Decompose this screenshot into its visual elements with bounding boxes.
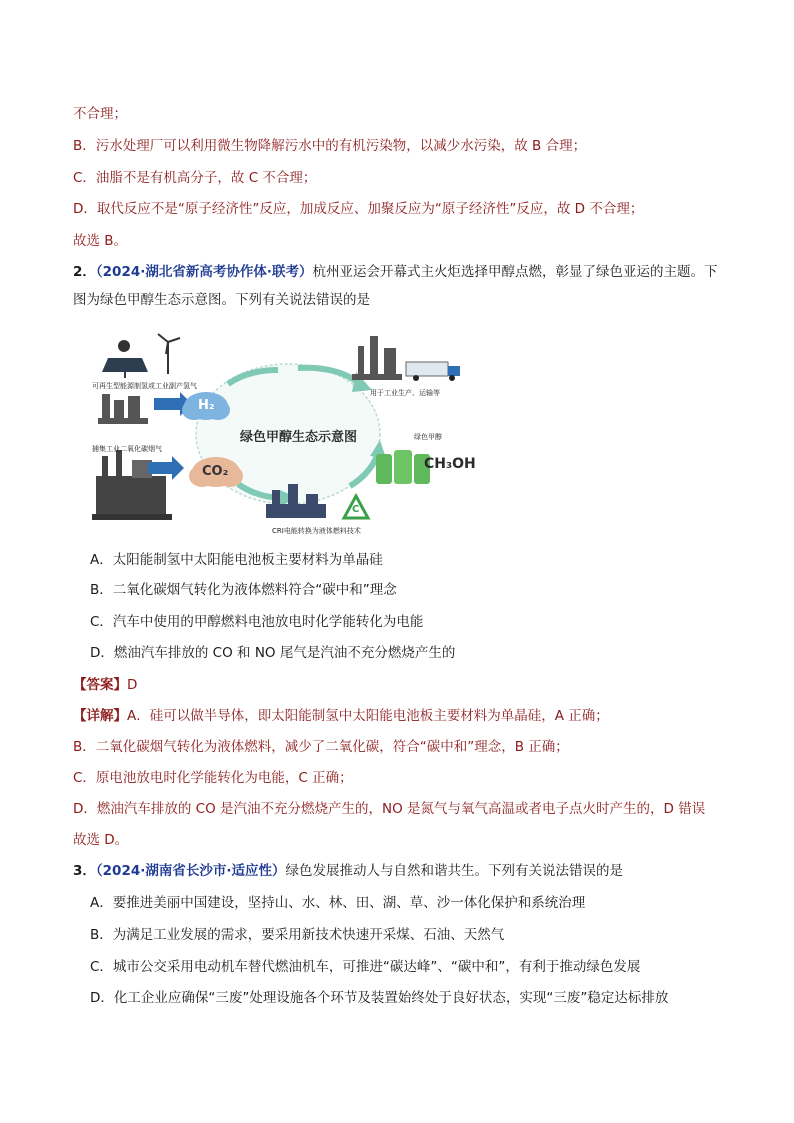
factory-icon-bottom (92, 450, 172, 520)
refinery-icon (352, 336, 402, 380)
q2-option-a: A．太阳能制氢中太阳能电池板主要材料为单晶硅 (90, 552, 383, 568)
q2-detail-line-1 (73, 706, 609, 726)
answer-value: D (127, 677, 138, 693)
q2-option-b: B．二氧化碳烟气转化为液体燃料符合“碳中和”理念 (90, 582, 397, 598)
prev-line-2: B．污水处理厂可以利用微生物降解污水中的有机污染物，以减少水污染，故 B 合理； (73, 138, 587, 154)
prev-line-1: 不合理； (73, 106, 127, 122)
q3-stem (73, 861, 623, 881)
q3-stem-text: 绿色发展推动人与自然和谐共生。下列有关说法错误的是 (285, 863, 623, 879)
prev-line-3: C．油脂不是有机高分子，故 C 不合理； (73, 170, 317, 186)
prev-line-5: 故选 B。 (73, 233, 128, 249)
co2-label: CO₂ (202, 464, 229, 479)
q2-option-c: C．汽车中使用的甲醇燃料电池放电时化学能转化为电能 (90, 614, 424, 630)
q3-option-b: B．为满足工业发展的需求，要采用新技术快速开采煤、石油、天然气 (90, 927, 505, 943)
h2-label: H₂ (198, 398, 215, 413)
label-green-methanol: 绿色甲醇 (414, 433, 442, 441)
ch3oh-label: CH₃OH (424, 456, 476, 472)
label-usage: 用于工业生产、运输等 (370, 389, 440, 397)
q3-option-a: A．要推进美丽中国建设，坚持山、水、林、田、湖、草、沙一体化保护和系统治理 (90, 895, 586, 911)
answer-tag: 【答案】 (73, 677, 127, 693)
label-capture-co2: 捕集工业二氧化碳烟气 (92, 445, 162, 453)
solar-panel-icon (102, 340, 148, 378)
q2-source: （2024·湖北省新高考协作体·联考） (95, 264, 313, 280)
green-methanol-diagram (88, 326, 488, 540)
truck-icon (406, 362, 460, 381)
factory-icon-top (98, 394, 148, 424)
detail-text-1: A．硅可以做半导体，即太阳能制氢中太阳能电池板主要材料为单晶硅，A 正确； (127, 708, 609, 724)
q3-source: （2024·湖南省长沙市·适应性） (95, 863, 286, 879)
q3-number: 3． (73, 863, 96, 879)
diagram-title: 绿色甲醇生态示意图 (240, 430, 358, 445)
detail-tag: 【详解】 (73, 708, 127, 724)
recycle-letter: C (352, 504, 360, 515)
q3-option-d: D．化工企业应确保“三废”处理设施各个环节及装置始终处于良好状态，实现“三废”稳定达标排放 (90, 990, 669, 1006)
q2-detail-line-3: C．原电池放电时化学能转化为电能，C 正确； (73, 770, 353, 786)
q2-option-d: D．燃油汽车排放的 CO 和 NO 尾气是汽油不充分燃烧产生的 (90, 645, 456, 661)
label-renewable-hydrogen: 可再生型能源制氢或工业副产氢气 (92, 382, 197, 390)
q2-detail-line-2: B．二氧化碳烟气转化为液体燃料，减少了二氧化碳，符合“碳中和”理念，B 正确； (73, 739, 569, 755)
wind-turbine-icon (158, 334, 180, 374)
q2-number: 2． (73, 264, 96, 280)
label-cri-technology: CRI电能转换为液体燃料技术 (272, 527, 361, 535)
q3-option-c: C．城市公交采用电动机车替代燃油机车，可推进“碳达峰”、“碳中和”，有利于推动绿色发展 (90, 959, 641, 975)
prev-line-4: D．取代反应不是“原子经济性”反应，加成反应、加聚反应为“原子经济性”反应，故 D 不合理； (73, 201, 644, 217)
q2-stem-text-1: 杭州亚运会开幕式主火炬选择甲醇点燃，彰显了绿色亚运的主题。下 (312, 264, 718, 280)
q2-detail-line-4: D．燃油汽车排放的 CO 是汽油不充分燃烧产生的，NO 是氮气与氧气高温或者电子点火时产生的，D 错误 (73, 801, 706, 817)
q2-stem-line-2: 图为绿色甲醇生态示意图。下列有关说法错误的是 (73, 292, 370, 308)
methanol-drums-icon (376, 450, 430, 484)
q2-answer (73, 675, 137, 695)
q2-detail-line-5: 故选 D。 (73, 832, 129, 848)
q2-stem-line-1 (73, 262, 718, 282)
